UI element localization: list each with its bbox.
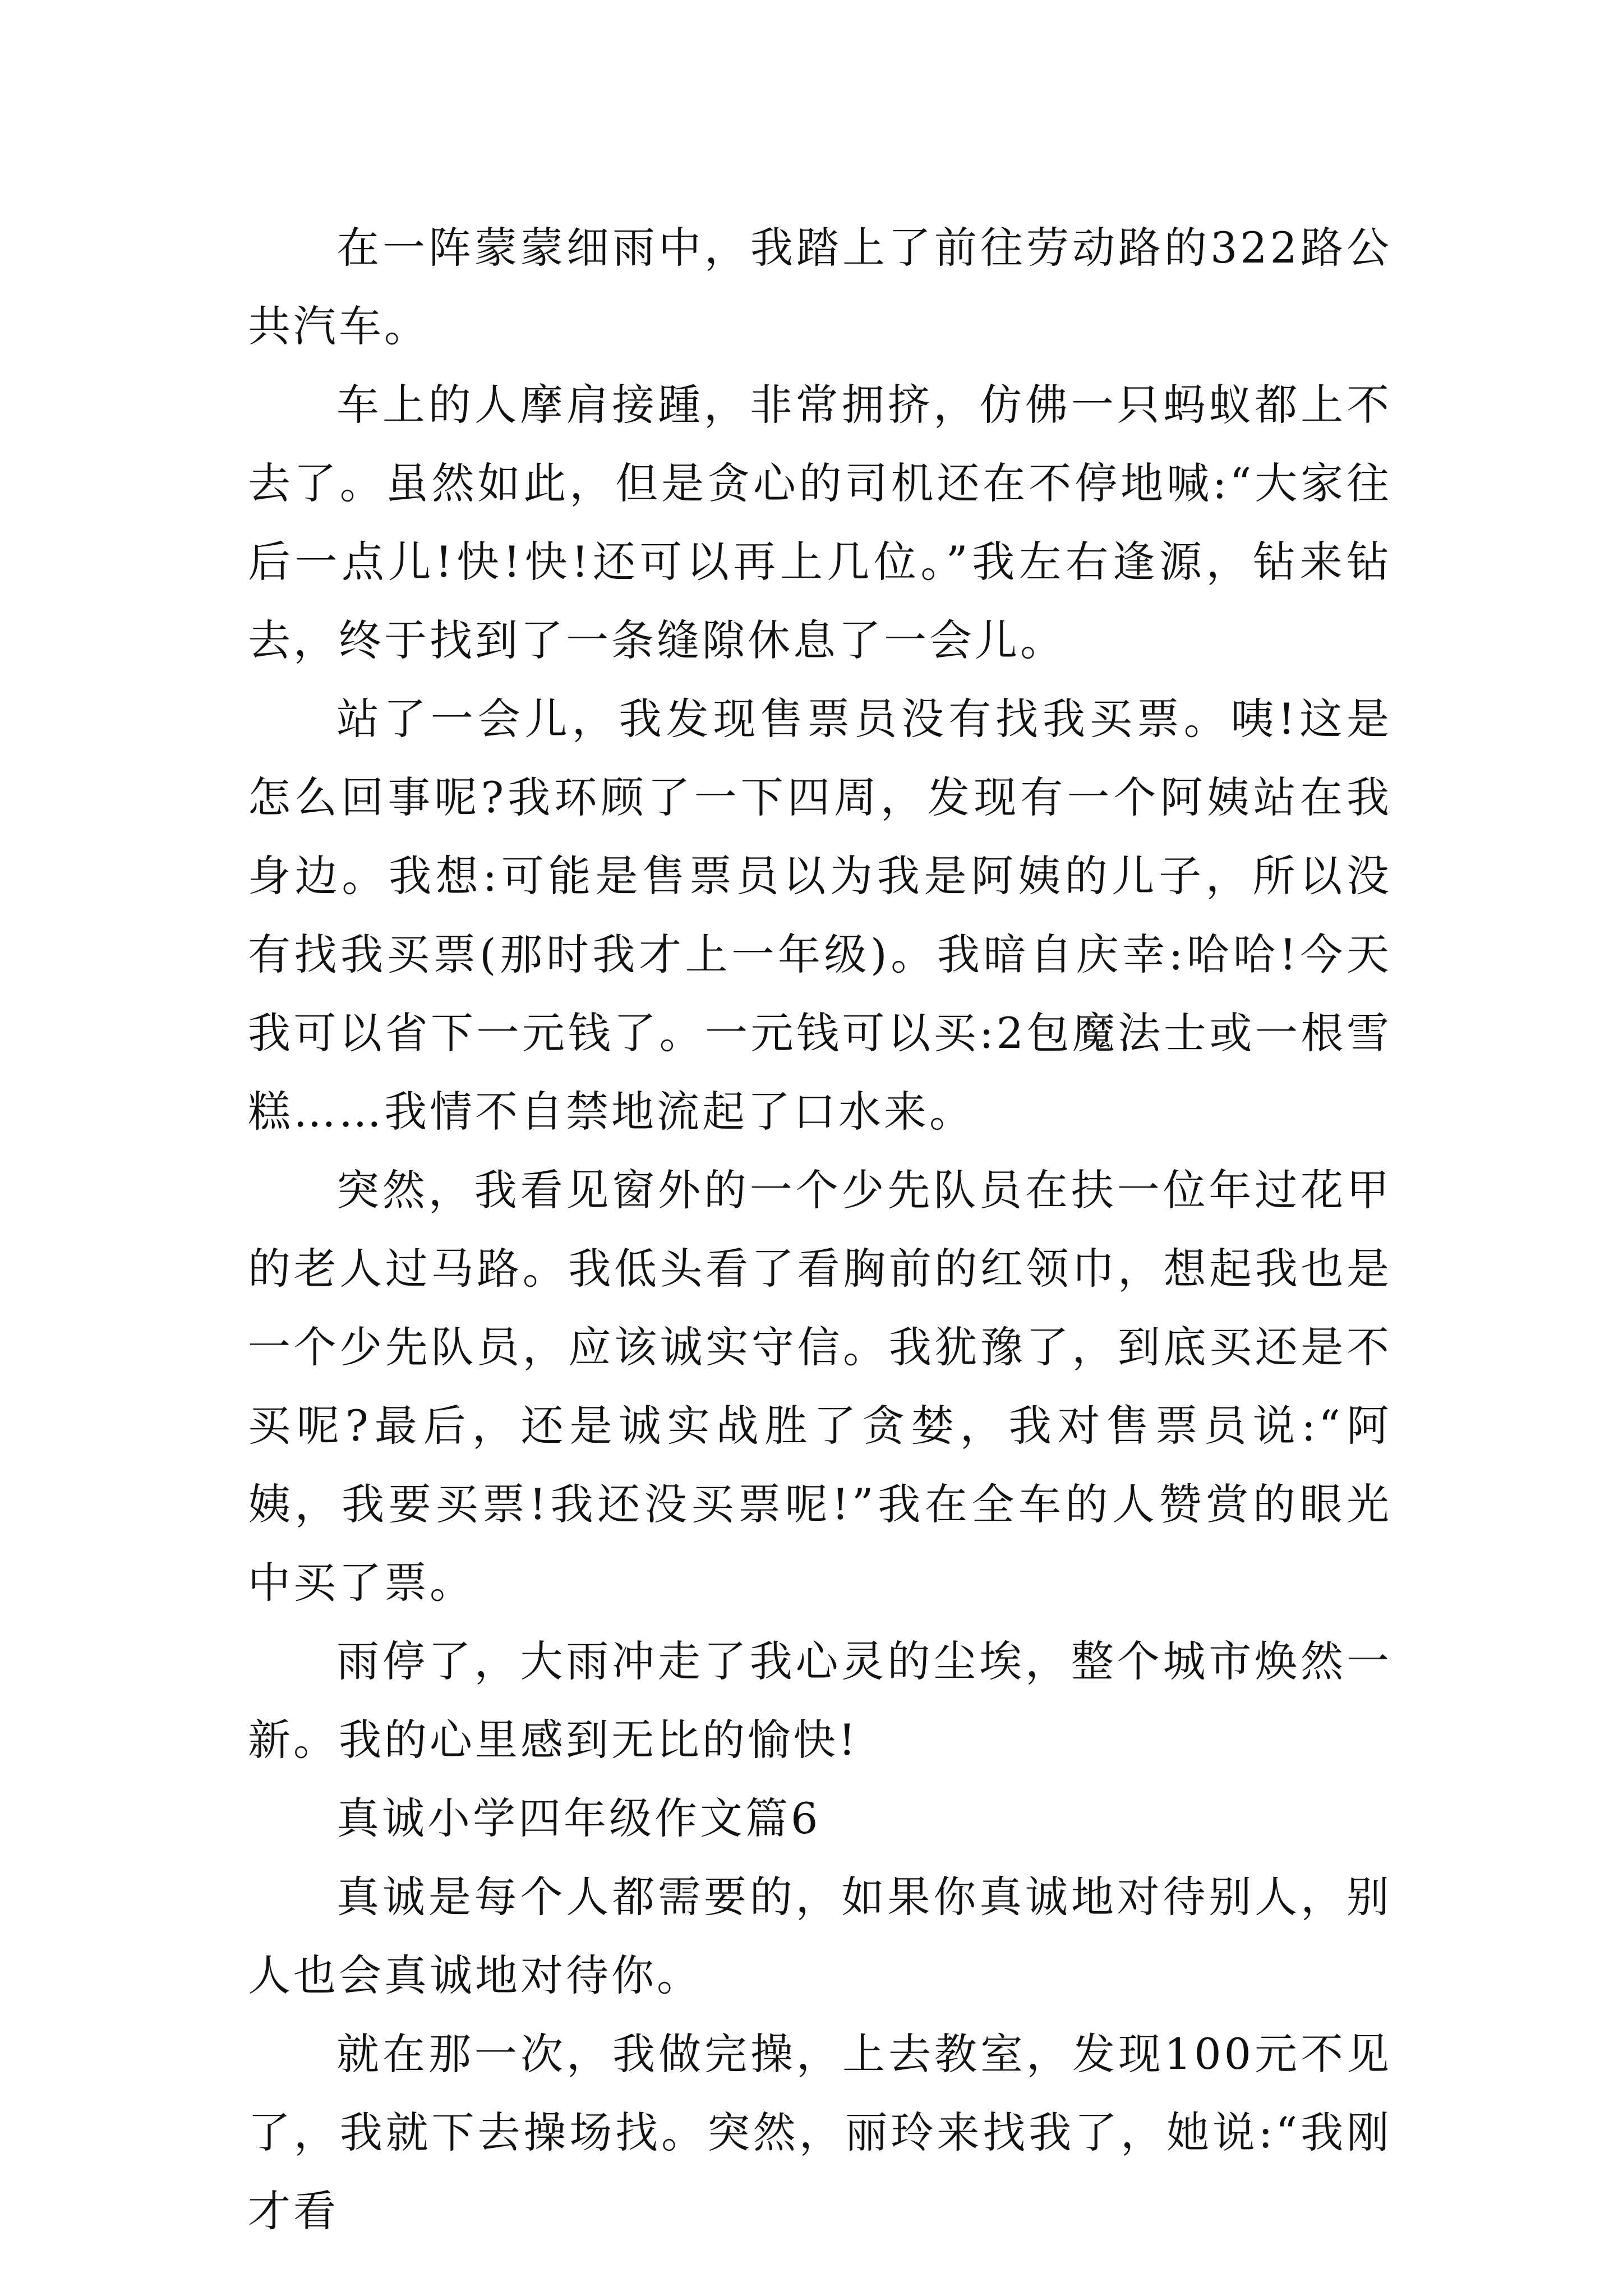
paragraph: 站了一会儿，我发现售票员没有找我买票。咦!这是怎么回事呢?我环顾了一下四周，发现有一个阿姨站在我身边。我想:可能是售票员以为我是阿姨的儿子，所以没有找我买票(那时我才上一年级)。我暗自庆幸:哈哈!今天我可以省下一元钱了。一元钱可以买:2包魔法士或一根雪糕……我情不自禁地流起了口水来。 — [248, 694, 1392, 1137]
paragraph: 突然，我看见窗外的一个少先队员在扶一位年过花甲的老人过马路。我低头看了看胸前的红领巾，想起我也是一个少先队员，应该诚实守信。我犹豫了，到底买还是不买呢?最后，还是诚实战胜了贪婪，我对售票员说:“阿姨，我要买票!我还没买票呢!”我在全车的人赞赏的眼光中买了票。 — [248, 1165, 1392, 1608]
paragraph: 雨停了，大雨冲走了我心灵的尘埃，整个城市焕然一新。我的心里感到无比的愉快! — [248, 1636, 1392, 1765]
section-title: 真诚小学四年级作文篇6 — [336, 1793, 821, 1843]
paragraph: 真诚是每个人都需要的，如果你真诚地对待别人，别人也会真诚地对待你。 — [248, 1872, 1392, 2000]
paragraph: 车上的人摩肩接踵，非常拥挤，仿佛一只蚂蚁都上不去了。虽然如此，但是贪心的司机还在不停地喊:“大家往后一点儿!快!快!还可以再上几位。”我左右逢源，钻来钻去，终于找到了一条缝隙休息了一会儿。 — [248, 380, 1392, 665]
paragraph: 在一阵蒙蒙细雨中，我踏上了前往劳动路的322路公共汽车。 — [248, 223, 1392, 351]
paragraph: 就在那一次，我做完操，上去教室，发现100元不见了，我就下去操场找。突然，丽玲来找我了，她说:“我刚才看 — [248, 2029, 1392, 2236]
document-body — [248, 209, 1392, 2251]
